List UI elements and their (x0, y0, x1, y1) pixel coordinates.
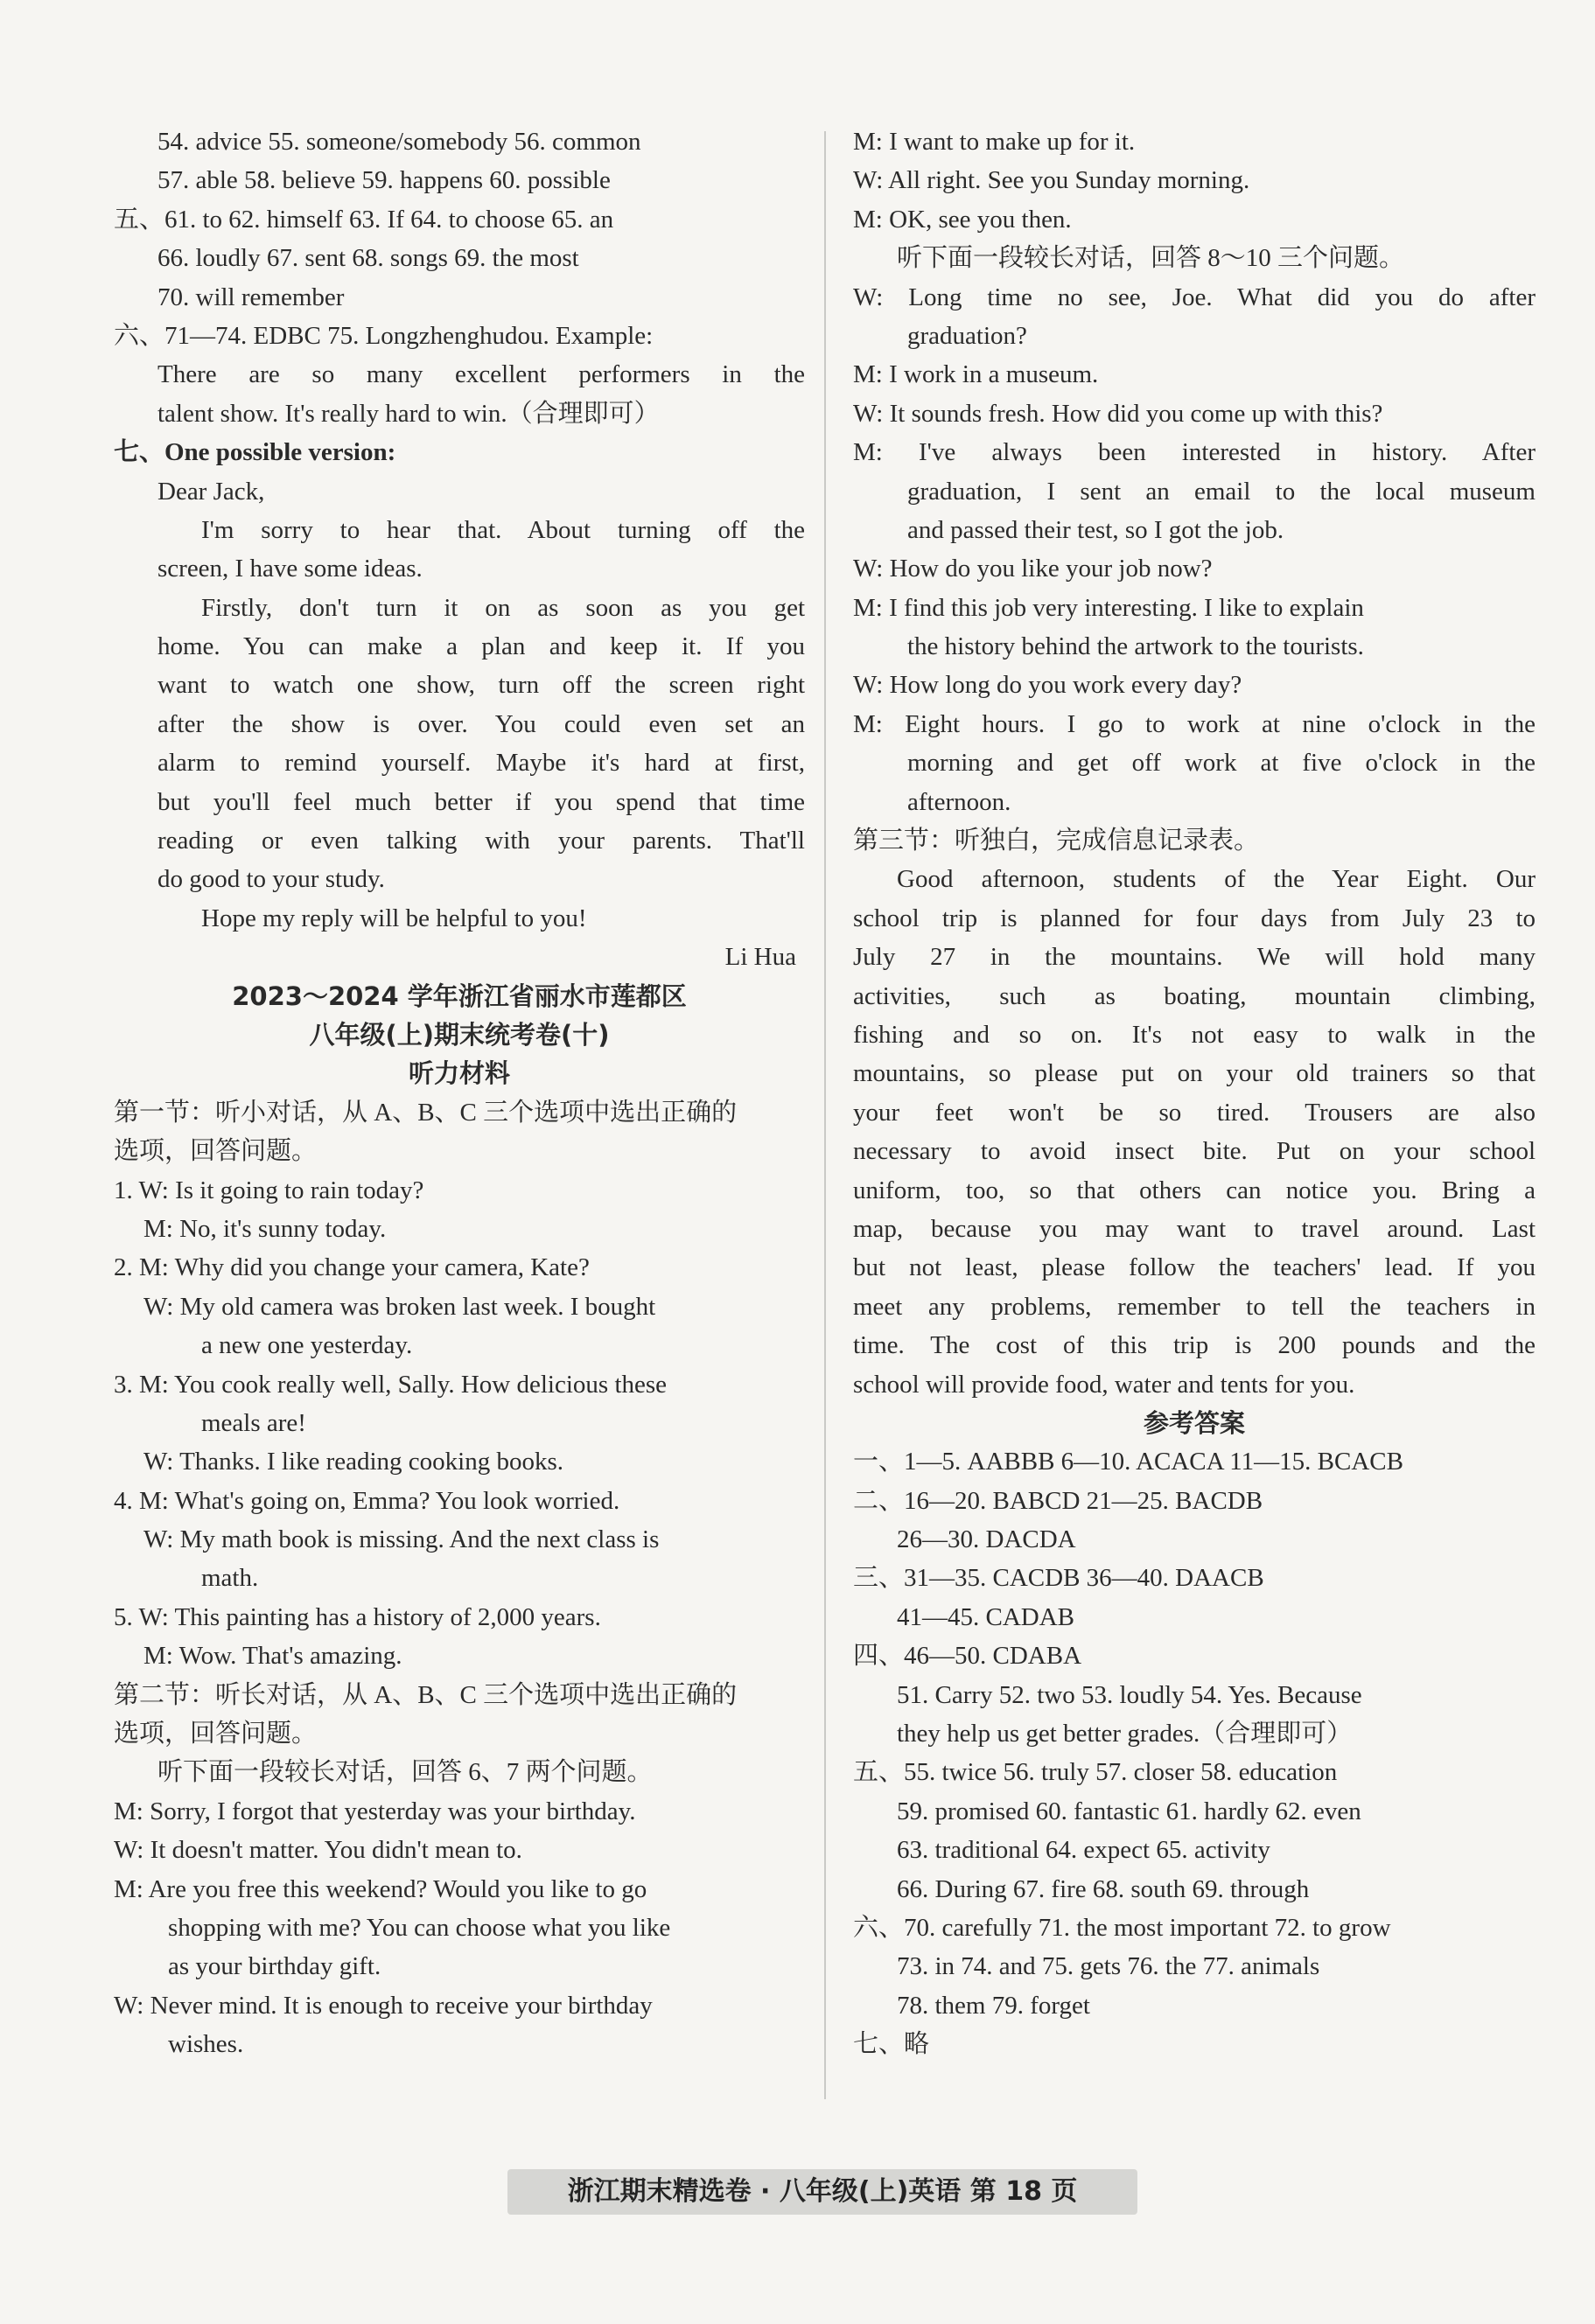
right-text-line: M: I've always been interested in history. After (853, 438, 1536, 467)
left-text-line: W: Never mind. It is enough to receive your birthday (114, 1991, 653, 2020)
page-footer: 浙江期末精选卷 · 八年级(上)英语 第 18 页 (507, 2169, 1137, 2215)
left-text-line: 70. will remember (157, 283, 345, 311)
left-text-line: 选项，回答问题。 (114, 1137, 318, 1166)
right-text-line: Good afternoon, students of the Year Eight. Our (897, 865, 1536, 894)
right-text-line: but not least, please follow the teachers' lead. If you (853, 1253, 1536, 1282)
left-text-line: 1. W: Is it going to rain today? (114, 1176, 424, 1204)
right-text-line: graduation? (907, 321, 1027, 350)
left-column (114, 122, 805, 2064)
left-text-line: Dear Jack, (157, 477, 265, 506)
left-text-line: 选项，回答问题。 (114, 1720, 318, 1748)
right-text-line: 63. traditional 64. expect 65. activity (897, 1836, 1270, 1865)
left-text-line: screen, I have some ideas. (157, 555, 423, 583)
left-text-line: W: My old camera was broken last week. I bought (143, 1292, 656, 1321)
right-text-line: mountains, so please put on your old trainers so that (853, 1059, 1536, 1088)
right-text-line: 听下面一段较长对话，回答 8～10 三个问题。 (897, 244, 1405, 273)
left-text-line: after the show is over. You could even set an (157, 709, 805, 738)
right-text-line: W: How do you like your job now? (853, 555, 1213, 583)
right-text-line: school trip is planned for four days from July 23 to (853, 904, 1536, 932)
right-text-line: school will provide food, water and tents for you. (853, 1370, 1355, 1399)
left-text-line: 听力材料 (408, 1058, 510, 1089)
right-text-line: M: I work in a museum. (853, 360, 1099, 389)
left-text-line: W: It doesn't matter. You didn't mean to. (114, 1836, 522, 1865)
left-text-line: M: No, it's sunny today. (143, 1214, 387, 1243)
left-text-line: 六、71—74. EDBC 75. Longzhenghudou. Example: (114, 321, 654, 350)
left-text-line: Firstly, don't turn it on as soon as you get (201, 593, 805, 622)
left-text-line: I'm sorry to hear that. About turning off the (201, 515, 805, 544)
left-text-line: 五、61. to 62. himself 63. If 64. to choose 65. an (114, 205, 614, 234)
left-text-line: W: Thanks. I like reading cooking books. (143, 1448, 564, 1476)
right-text-line: your feet won't be so tired. Trousers are also (853, 1098, 1536, 1127)
right-text-line: and passed their test, so I got the job. (907, 515, 1284, 544)
right-text-line: 第三节：听独白，完成信息记录表。 (853, 827, 1260, 855)
right-text-line: the history behind the artwork to the tourists. (907, 632, 1364, 661)
right-text-line: 七、略 (853, 2030, 930, 2059)
left-text-line: wishes. (168, 2030, 244, 2059)
left-text-line: 54. advice 55. someone/somebody 56. common (157, 128, 641, 156)
left-text-line: shopping with me? You can choose what you like (168, 1913, 671, 1942)
left-text-line: do good to your study. (157, 865, 385, 894)
right-text-line: W: All right. See you Sunday morning. (853, 166, 1250, 195)
right-text-line: fishing and so on. It's not easy to walk in the (853, 1020, 1536, 1049)
left-text-line: M: Wow. That's amazing. (143, 1642, 402, 1671)
right-text-line: 78. them 79. forget (897, 1991, 1090, 2020)
left-text-line: 2023～2024 学年浙江省丽水市莲都区 (232, 981, 687, 1011)
left-text-line: 2. M: Why did you change your camera, Kate? (114, 1253, 590, 1282)
right-text-line: M: OK, see you then. (853, 205, 1072, 234)
right-text-line: W: Long time no see, Joe. What did you do after (853, 283, 1536, 311)
right-text-line: they help us get better grades.（合理即可） (897, 1720, 1353, 1748)
left-text-line: want to watch one show, turn off the screen right (157, 671, 805, 700)
right-text-line: 一、1—5. AABBB 6—10. ACACA 11—15. BCACB (853, 1448, 1403, 1476)
right-text-line: afternoon. (907, 787, 1011, 816)
right-text-line: 参考答案 (1143, 1407, 1245, 1438)
left-text-line: as your birthday gift. (168, 1952, 381, 1981)
right-column (853, 122, 1536, 2064)
left-text-line: 66. loudly 67. sent 68. songs 69. the most (157, 244, 579, 273)
right-text-line: 51. Carry 52. two 53. loudly 54. Yes. Because (897, 1680, 1362, 1709)
column-divider (824, 131, 826, 2099)
right-text-line: 四、46—50. CDABA (853, 1642, 1082, 1671)
right-text-line: 六、70. carefully 71. the most important 72. to grow (853, 1913, 1391, 1942)
left-text-line: math. (201, 1564, 259, 1593)
right-text-line: 26—30. DACDA (897, 1525, 1076, 1554)
right-text-line: 二、16—20. BABCD 21—25. BACDB (853, 1486, 1263, 1515)
left-text-line: 七、One possible version: (114, 438, 396, 467)
right-text-line: W: How long do you work every day? (853, 671, 1242, 700)
right-text-line: graduation, I sent an email to the local museum (907, 477, 1536, 506)
right-text-line: meet any problems, remember to tell the teachers in (853, 1292, 1536, 1321)
left-text-line: alarm to remind yourself. Maybe it's hard at first, (157, 749, 805, 778)
left-text-line: 57. able 58. believe 59. happens 60. possible (157, 166, 611, 195)
left-text-line: a new one yesterday. (201, 1331, 413, 1360)
left-text-line: home. You can make a plan and keep it. If you (157, 632, 805, 661)
right-text-line: 73. in 74. and 75. gets 76. the 77. animals (897, 1952, 1320, 1981)
left-text-line: reading or even talking with your parents. That'll (157, 827, 805, 855)
right-text-line: 五、55. twice 56. truly 57. closer 58. education (853, 1758, 1338, 1787)
right-text-line: W: It sounds fresh. How did you come up with this? (853, 399, 1383, 428)
right-text-line: 41—45. CADAB (897, 1602, 1075, 1631)
left-text-line: Li Hua (724, 943, 796, 972)
left-text-line: There are so many excellent performers in the (157, 360, 805, 389)
left-text-line: W: My math book is missing. And the next class is (143, 1525, 660, 1554)
right-text-line: map, because you may want to travel around. Last (853, 1214, 1536, 1243)
right-text-line: July 27 in the mountains. We will hold many (853, 943, 1536, 972)
left-text-line: 5. W: This painting has a history of 2,000 years. (114, 1602, 601, 1631)
left-text-line: 第二节：听长对话，从 A、B、C 三个选项中选出正确的 (114, 1680, 738, 1709)
right-text-line: time. The cost of this trip is 200 pounds and the (853, 1331, 1536, 1360)
right-text-line: activities, such as boating, mountain climbing, (853, 981, 1536, 1010)
left-text-line: 4. M: What's going on, Emma? You look worried. (114, 1486, 620, 1515)
left-text-line: but you'll feel much better if you spend that time (157, 787, 805, 816)
right-text-line: M: I want to make up for it. (853, 128, 1136, 156)
right-text-line: M: Eight hours. I go to work at nine o'clock in the (853, 709, 1536, 738)
left-text-line: 第一节：听小对话，从 A、B、C 三个选项中选出正确的 (114, 1098, 738, 1127)
left-text-line: talent show. It's really hard to win.（合理即可） (157, 399, 660, 428)
left-text-line: 听下面一段较长对话，回答 6、7 两个问题。 (157, 1758, 653, 1787)
left-text-line: Hope my reply will be helpful to you! (201, 904, 587, 932)
left-text-line: M: Are you free this weekend? Would you like to go (114, 1874, 647, 1903)
right-text-line: 三、31—35. CACDB 36—40. DAACB (853, 1564, 1264, 1593)
right-text-line: 59. promised 60. fantastic 61. hardly 62. even (897, 1797, 1361, 1825)
right-text-line: M: I find this job very interesting. I like to explain (853, 593, 1364, 622)
left-text-line: M: Sorry, I forgot that yesterday was your birthday. (114, 1797, 636, 1825)
right-text-line: uniform, too, so that others can notice you. Bring a (853, 1176, 1536, 1204)
right-text-line: necessary to avoid insect bite. Put on your school (853, 1137, 1536, 1166)
left-text-line: 八年级(上)期末统考卷(十) (309, 1019, 610, 1050)
left-text-line: 3. M: You cook really well, Sally. How delicious these (114, 1370, 668, 1399)
right-text-line: morning and get off work at five o'clock in the (907, 749, 1536, 778)
left-text-line: meals are! (201, 1408, 306, 1437)
right-text-line: 66. During 67. fire 68. south 69. through (897, 1874, 1310, 1903)
